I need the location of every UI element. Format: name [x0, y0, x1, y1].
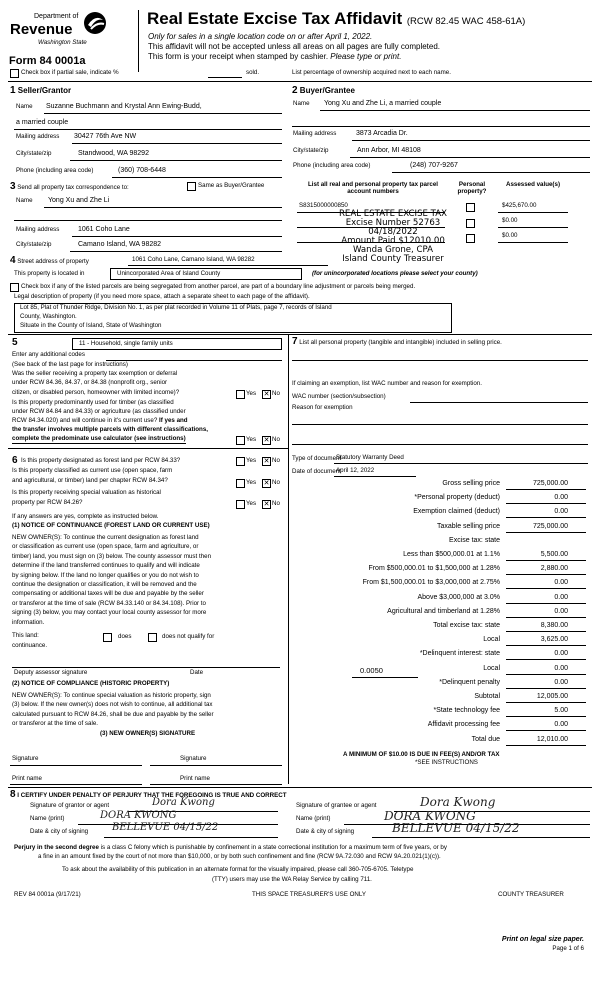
personal-col-header: Personal property?	[457, 181, 487, 195]
q-forest: Is this property designated as forest land per RCW 84.33?	[21, 457, 181, 464]
notice1-line: or transferor at the time of sale (RCW 84.33.140 or 84.34.108). Prior to	[12, 599, 206, 607]
located-note: (for unincorporated locations please select your county)	[312, 270, 478, 277]
timber-yes-checkbox[interactable]	[236, 436, 245, 445]
section7-num: 7	[292, 336, 298, 347]
tax-row-line	[506, 489, 586, 490]
buyer-name-label: Name	[293, 100, 310, 107]
note3-italic: Please type or print.	[330, 52, 402, 61]
treasurer-use-label: THIS SPACE TREASURER'S USE ONLY	[252, 891, 366, 898]
section8-num: 8	[10, 789, 16, 800]
seller-heading-text: Seller/Grantor	[17, 86, 72, 95]
divider	[8, 334, 592, 335]
deputy-signature-line[interactable]	[12, 667, 280, 668]
if-yes-note: If any answers are yes, complete as instructed below.	[12, 513, 159, 520]
print-name-label: Print name	[180, 775, 210, 782]
partial-sale-checkbox[interactable]	[10, 69, 19, 78]
does-label: does	[118, 633, 132, 640]
tax-row-label: *Delinquent interest: state	[419, 650, 500, 658]
land-use-code-select[interactable]	[72, 338, 282, 350]
perjury-line-2: a fine in an amount fixed by the court of not more than $10,000, or by both such confinement and fine (RCW 9A.72.030 and RCW 9A.20.021(1)(c)).	[38, 853, 441, 860]
this-land-label: This land:	[12, 632, 39, 639]
tax-row-line	[506, 603, 586, 604]
grantor-sig-label: Signature of grantor or agent	[30, 802, 110, 809]
yes-label: Yes	[246, 479, 257, 486]
legal-label: Legal description of property (if you need more space, attach a separate sheet to each page of the affidavit).	[14, 293, 310, 300]
grantor-name-print[interactable]: DORA KWONG	[100, 810, 177, 821]
tax-row-value[interactable]: 725,000.00	[532, 480, 568, 487]
assessed-value-2[interactable]: $0.00	[502, 217, 518, 224]
tax-row-label: Exemption claimed (deduct)	[413, 508, 500, 516]
tax-row-label: From $1,500,000.01 to $3,000,000 at 2.75%	[362, 579, 500, 587]
deputy-label: Deputy assessor signature	[14, 669, 88, 676]
buyer-mailing-field[interactable]: 3873 Arcadia Dr.	[356, 130, 408, 137]
divider	[8, 448, 288, 449]
notice2-line: calculated pursuant to RCW 84.26, shall be due and payable by the seller	[12, 710, 214, 718]
additional-codes-line[interactable]	[106, 360, 282, 361]
tax-row-value[interactable]: 0.00	[554, 494, 568, 502]
tax-row-value[interactable]: 0.00	[554, 607, 568, 615]
location-value: Unincorporated Area of Island County	[117, 270, 221, 277]
parcel-col-header: List all real and personal property tax parcel account numbers	[308, 181, 438, 195]
grantee-sig-label: Signature of grantee or agent	[296, 802, 377, 809]
assessed-col-header: Assessed value(s)	[506, 181, 560, 188]
seller-city-field[interactable]: Standwood, WA 98292	[78, 150, 149, 157]
wac-label: WAC number (section/subsection)	[292, 393, 386, 400]
reason-line-1[interactable]	[292, 424, 588, 425]
grantee-date-city[interactable]: BELLEVUE 04/15/22	[392, 821, 520, 835]
tax-row-label: *Personal property (deduct)	[414, 494, 500, 502]
notice1-line: NEW OWNER(S): To continue the current designation as forest land	[12, 534, 199, 541]
doc-type-label: Type of document	[292, 455, 342, 462]
yes-label: Yes	[246, 457, 257, 464]
seller-heading	[10, 85, 71, 96]
section3-mailing-label: Mailing address	[16, 226, 60, 233]
buyer-phone-field[interactable]: (248) 707-9267	[410, 162, 458, 169]
tax-row-line	[506, 702, 586, 703]
logo-revenue-text: Revenue	[10, 21, 73, 38]
doc-type-field[interactable]: Statutory Warranty Deed	[336, 454, 404, 461]
title-text: Real Estate Excise Tax Affidavit	[147, 9, 403, 28]
tax-row-label: Gross selling price	[442, 480, 500, 487]
q-current-use-2: and agricultural, or timber) land per chapter RCW 84.34?	[12, 477, 168, 484]
buyer-num: 2	[292, 85, 298, 96]
does-not-qualify-checkbox[interactable]	[148, 633, 157, 642]
street-address-line	[128, 265, 328, 266]
notice2-text	[12, 691, 214, 729]
tax-row-line	[506, 730, 586, 731]
sold-label: sold.	[246, 69, 260, 76]
personal-property-checkbox-2[interactable]	[466, 219, 475, 228]
q-exemption-3: citizen, or disabled person, homeowner with limited income)?	[12, 389, 180, 396]
grantor-date-label: Date & city of signing	[30, 828, 89, 835]
buyer-city-label: City/state/zip	[293, 147, 329, 154]
personal-property-checkbox-1[interactable]	[466, 203, 475, 212]
seller-name-line	[44, 113, 282, 114]
notice1-line: determine if the land transferred continues to qualify and will indicate	[12, 562, 200, 570]
tax-row-line	[506, 716, 586, 717]
tax-row-value[interactable]: 5.00	[554, 707, 568, 715]
page-number: Page 1 of 6	[552, 945, 584, 952]
buyer-city-line	[350, 157, 590, 158]
section3-num: 3	[10, 181, 16, 192]
tax-row-value[interactable]: 2,880.00	[540, 565, 568, 573]
signature-label: Signature	[180, 755, 207, 762]
notice1-line: information.	[12, 618, 45, 626]
notice1-text	[12, 533, 211, 627]
tax-row-value[interactable]: 0.00	[554, 650, 568, 658]
tax-row-label: *State technology fee	[433, 707, 500, 715]
section7-heading	[292, 336, 588, 347]
tax-row-label: *Delinquent penalty	[439, 678, 500, 686]
section3-city-line	[70, 251, 282, 252]
q-exemption-1: Was the seller receiving a property tax exemption or deferral	[12, 370, 178, 377]
divider	[8, 787, 592, 788]
no-label: No	[272, 457, 280, 464]
forest-no-checkbox[interactable]: ✕	[263, 458, 270, 465]
buyer-phone-line	[392, 172, 590, 173]
reason-label: Reason for exemption	[292, 404, 353, 411]
seller-mailing-field[interactable]: 30427 76th Ave NW	[74, 133, 137, 140]
tax-row-label: Total due	[471, 735, 500, 743]
q-historic-1: Is this property receiving special valuation as historical	[12, 489, 161, 496]
historic-yes-checkbox[interactable]	[236, 500, 245, 509]
assessed-value-3[interactable]: $0.00	[502, 232, 518, 239]
local-rate-line	[352, 677, 418, 678]
buyer-name-field[interactable]: Yong Xu and Zhe Li, a married couple	[324, 100, 442, 107]
assessed-value-1[interactable]: $425,670.00	[502, 202, 537, 209]
county-treasurer-label: COUNTY TREASURER	[498, 891, 564, 898]
tax-row-value[interactable]: 0.00	[554, 721, 568, 729]
tax-row-value[interactable]: 725,000.00	[532, 522, 568, 530]
section5-num: 5	[12, 337, 18, 348]
grantee-date-label: Date & city of signing	[296, 828, 355, 835]
segregated-label: Check box if any of the listed parcels are being segregated from another parcel, are part of a boundary line adjustment or parcels being merged.	[21, 283, 416, 290]
tax-row-line	[506, 688, 586, 689]
list-pct-label: List percentage of ownership acquired next to each name.	[292, 69, 451, 76]
q-timber-5: complete the predominate use calculator (see instructions)	[12, 435, 186, 442]
tax-row-value[interactable]: 3,625.00	[540, 636, 568, 644]
tax-row-label: Above $3,000,000 at 3.0%	[417, 593, 500, 601]
tax-row-line	[506, 503, 586, 504]
legal-paper-note: Print on legal size paper.	[501, 936, 584, 943]
buyer-name-line-2	[292, 126, 590, 127]
q-timber-4: the transfer involves multiple parcels with different classifications,	[12, 426, 208, 433]
seller-name-line-2	[14, 129, 282, 130]
continuance-label: continuance.	[12, 642, 48, 649]
tax-row-line	[506, 560, 586, 561]
seller-num: 1	[10, 85, 16, 96]
tax-row-line	[506, 617, 586, 618]
no-label: No	[272, 390, 280, 397]
tax-row-line	[506, 659, 586, 660]
seller-mailing-line	[72, 143, 282, 144]
tax-row-line	[506, 517, 586, 518]
section4-num: 4	[10, 255, 16, 266]
buyer-heading	[292, 85, 355, 96]
owner-signature-line-2[interactable]	[150, 765, 282, 766]
header-divider	[138, 10, 139, 72]
seller-phone-label: Phone (including area code)	[16, 167, 94, 174]
seller-city-label: City/state/zip	[16, 150, 52, 157]
section3-heading	[10, 181, 129, 192]
see-instructions-label: (See back of the last page for instructions)	[12, 361, 128, 368]
assessed-line-1	[498, 212, 568, 213]
section3-city-field[interactable]: Camano Island, WA 98282	[78, 241, 162, 248]
q-timber-1: Is this property predominantly used for timber (as classified	[12, 399, 174, 406]
tax-row-label: Agricultural and timberland at 1.28%	[387, 607, 500, 615]
header-note-2: This affidavit will not be accepted unless all areas on all pages are fully completed.	[148, 42, 441, 51]
print-name-label: Print name	[12, 775, 42, 782]
seller-city-line	[70, 160, 282, 161]
yes-label: Yes	[246, 500, 257, 507]
tax-row-value[interactable]: 0.00	[554, 664, 568, 672]
section8-heading	[10, 789, 286, 800]
tax-row-value[interactable]: 8,380.00	[540, 622, 568, 629]
header-note-3	[148, 53, 401, 62]
legal-line-1: Lot 85, Plat of Thunder Ridge, Division No. 1, as per plat recorded in Volume 11 of Plats, page 7, records of Island	[20, 304, 332, 311]
notice3-title: (3) NEW OWNER(S) SIGNATURE	[100, 730, 196, 737]
section4-label: Street address of property	[17, 258, 89, 265]
seller-mailing-label: Mailing address	[16, 133, 60, 140]
partial-sale-label: Check box if partial sale, indicate %	[21, 69, 119, 76]
buyer-mailing-label: Mailing address	[293, 130, 337, 137]
doc-date-label: Date of document	[292, 468, 341, 475]
notice2-line: or transferor at the time of sale.	[12, 720, 98, 728]
header-note-1: Only for sales in a single location code on or after April 1, 2022.	[148, 32, 373, 41]
assessed-line-2	[498, 227, 568, 228]
notice1-line: compensating or additional taxes will be due and payable by the seller	[12, 590, 204, 598]
logo-state-text: Washington State	[38, 39, 87, 46]
notice1-line: by signing below. If the land no longer qualifies or you do not wish to	[12, 571, 199, 579]
same-as-buyer-checkbox[interactable]	[187, 182, 196, 191]
tax-row-value[interactable]: 5,500.00	[540, 551, 568, 558]
notice1-line: signing (3) below, you may contact your local county assessor for more	[12, 609, 207, 617]
swoosh-icon	[82, 10, 108, 36]
legal-line-3: Situate in the County of Island, State of Washington	[20, 322, 162, 329]
yes-label: Yes	[246, 390, 257, 397]
seller-phone-field[interactable]: (360) 708-6448	[118, 167, 166, 174]
historic-no-checkbox[interactable]: ✕	[263, 501, 270, 508]
buyer-mailing-line	[352, 140, 590, 141]
q-timber-3	[12, 418, 188, 425]
perjury-bold: Perjury in the second degree	[14, 844, 99, 851]
tax-row-label: Local	[483, 636, 500, 644]
revenue-logo	[8, 10, 132, 54]
section3-name-field[interactable]: Yong Xu and Zhe Li	[48, 197, 110, 204]
alt-format-line: To ask about the availability of this publication in an alternate format for the visually impaired, please call 360-705-6705. Teletype	[62, 866, 414, 873]
tax-row-label: Excise tax: state	[449, 536, 500, 544]
tax-row-value[interactable]: 0.00	[554, 508, 568, 516]
no-label: No	[272, 479, 280, 486]
wac-line[interactable]	[410, 402, 588, 403]
tax-row-label: Local	[483, 664, 500, 672]
doc-date-field[interactable]: April 12, 2022	[336, 467, 375, 474]
section3-mailing-field[interactable]: 1061 Coho Lane	[78, 226, 130, 233]
reason-line-2[interactable]	[292, 444, 588, 445]
q-historic-2: property per RCW 84.26?	[12, 499, 83, 506]
location-select[interactable]	[110, 268, 302, 280]
divider	[8, 81, 592, 82]
see-instructions-note: *SEE INSTRUCTIONS	[415, 759, 478, 766]
tax-row-line	[506, 574, 586, 575]
owner-signature-line-1[interactable]	[10, 765, 142, 766]
timber-no-checkbox[interactable]: ✕	[263, 437, 270, 444]
exemption-yes-checkbox[interactable]	[236, 390, 245, 399]
exemption-claim-label: If claiming an exemption, list WAC number and reason for exemption.	[292, 380, 482, 387]
same-as-buyer-label: Same as Buyer/Grantee	[198, 182, 265, 189]
tax-row-line	[506, 532, 586, 533]
personal-property-line[interactable]	[292, 360, 588, 361]
tax-row-value[interactable]: 0.00	[554, 579, 568, 587]
personal-property-checkbox-3[interactable]	[466, 234, 475, 243]
seller-name-field[interactable]: Suzanne Buchmann and Krystal Ann Ewing-Budd,	[46, 103, 202, 110]
buyer-city-field[interactable]: Ann Arbor, MI 48108	[357, 147, 421, 154]
land-use-code-value: 11 - Household, single family units	[79, 340, 173, 347]
yes-label: Yes	[246, 436, 257, 443]
grantee-date-line	[372, 837, 590, 838]
grantor-signature[interactable]: Dora Kwong	[152, 797, 215, 808]
perjury-text-1: is a class C felony which is punishable by confinement in a state correctional institution for a maximum term of five years, or by	[98, 844, 447, 851]
deputy-date-label: Date	[190, 669, 204, 676]
tax-row-label: Less than $500,000.01 at 1.1%	[403, 551, 500, 558]
tax-row-line	[506, 645, 586, 646]
page-title	[147, 10, 525, 29]
column-divider	[288, 334, 289, 784]
q-timber-3-bold: If yes and	[159, 417, 188, 424]
local-rate-field[interactable]: 0.0050	[360, 666, 383, 675]
tax-row-line	[506, 631, 586, 632]
tax-row-value[interactable]: 0.00	[554, 678, 568, 686]
notice1-line: or classification as current use (open space, farm and agriculture, or	[12, 543, 199, 551]
perjury-line-1	[14, 845, 447, 852]
no-label: No	[272, 500, 280, 507]
logo-dept-text: Department of	[34, 13, 79, 20]
grantee-name-label: Name (print)	[296, 815, 331, 822]
notice2-title: (2) NOTICE OF COMPLIANCE (HISTORIC PROPERTY)	[12, 680, 170, 687]
additional-codes-label: Enter any additional codes	[12, 351, 85, 358]
q-current-use-1: Is this property classified as current use (open space, farm	[12, 467, 173, 474]
section3-name-line	[44, 207, 282, 208]
revision-code: REV 84 0001a (9/17/21)	[14, 891, 81, 898]
section3-name-line-2	[14, 220, 282, 221]
treasurer-stamp	[330, 210, 456, 264]
seller-name-field-2[interactable]: a married couple	[16, 119, 69, 126]
owner-print-line-1[interactable]	[10, 784, 142, 785]
seller-phone-line	[112, 177, 282, 178]
buyer-name-line	[320, 110, 590, 111]
note3-text: This form is your receipt when stamped by cashier.	[148, 52, 331, 61]
tax-row-label: Affidavit processing fee	[427, 721, 500, 729]
section4-heading	[10, 255, 89, 266]
section3-name-label: Name	[16, 197, 33, 204]
min-fee-note: A MINIMUM OF $10.00 IS DUE IN FEE(S) AND/OR TAX	[343, 751, 500, 758]
tty-line: (TTY) users may use the WA Relay Service by calling 711.	[212, 876, 372, 883]
notice1-line: continue the designation or classification, it will be removed and the	[12, 581, 197, 589]
street-address-field[interactable]: 1061 Coho Lane, Camano Island, WA 98282	[132, 256, 255, 263]
parcel-number-1[interactable]: S8315000000850	[299, 202, 348, 209]
q-exemption-2: under RCW 84.36, 84.37, or 84.38 (nonprofit org., senior	[12, 379, 168, 386]
legal-description-box[interactable]	[14, 303, 452, 333]
stamp-line-3: 04/18/2022	[368, 227, 418, 238]
current-use-yes-checkbox[interactable]	[236, 479, 245, 488]
grantee-name-print[interactable]: DORA KWONG	[384, 809, 476, 823]
stamp-line-5: Wanda Grone, CPA	[352, 245, 434, 256]
legal-line-2: County, Washington.	[20, 313, 77, 320]
section7-text: List all personal property (tangible and intangible) included in selling price.	[299, 339, 502, 346]
signature-label: Signature	[12, 755, 39, 762]
section8-title: I CERTIFY UNDER PENALTY OF PERJURY THAT THE FOREGOING IS TRUE AND CORRECT	[17, 792, 287, 799]
current-use-no-checkbox[interactable]: ✕	[263, 480, 270, 487]
tax-row-label: Subtotal	[474, 693, 500, 700]
seller-name-label: Name	[16, 103, 33, 110]
stamp-line-1: REAL ESTATE EXCISE TAX	[338, 209, 448, 219]
notice1-line: timber) land, you must sign on (3) below. The county assessor must then	[12, 552, 212, 560]
tax-row-line	[506, 674, 586, 675]
buyer-heading-text: Buyer/Grantee	[299, 86, 355, 95]
doc-date-line	[334, 476, 416, 477]
grantor-name-label: Name (print)	[30, 815, 65, 822]
q-timber-2: under RCW 84.84 and 84.33) or agriculture (as classified under	[12, 408, 186, 415]
located-label: This property is located in	[14, 270, 85, 277]
notice2-line: NEW OWNER(S): To continue special valuation as historic property, sign	[12, 692, 211, 699]
does-not-label: does not qualify for	[162, 633, 215, 640]
tax-row-value[interactable]: 0.00	[554, 593, 568, 601]
partial-pct-line[interactable]	[208, 77, 242, 78]
does-qualify-checkbox[interactable]	[103, 633, 112, 642]
tax-row-line	[506, 588, 586, 589]
tax-row-value[interactable]: 12,010.00	[536, 735, 568, 743]
tax-row-line	[506, 745, 586, 746]
tax-row-label: Total excise tax: state	[433, 622, 500, 629]
section3-city-label: City/state/zip	[16, 241, 52, 248]
owner-print-line-2[interactable]	[150, 784, 282, 785]
grantee-signature[interactable]: Dora Kwong	[420, 795, 496, 809]
grantor-date-city[interactable]: BELLEVUE 04/15/22	[112, 822, 219, 833]
notice1-title: (1) NOTICE OF CONTINUANCE (FOREST LAND OR CURRENT USE)	[12, 522, 210, 529]
section3-mailing-line	[72, 236, 282, 237]
buyer-phone-label: Phone (including area code)	[293, 162, 371, 169]
doc-type-line	[334, 463, 588, 464]
title-statute: (RCW 82.45 WAC 458-61A)	[406, 16, 526, 27]
stamp-line-4: Amount Paid $12010.00	[341, 236, 445, 247]
tax-row-label: Taxable selling price	[436, 522, 500, 530]
no-label: No	[272, 436, 280, 443]
q-timber-3-text: RCW 84.34.020) and will continue in it's current use?	[12, 417, 158, 424]
stamp-line-6: Island County Treasurer	[342, 254, 444, 265]
forest-yes-checkbox[interactable]	[236, 457, 245, 466]
form-number: Form 84 0001a	[9, 55, 86, 67]
section3-text: Send all property tax correspondence to:	[17, 184, 129, 191]
notice2-line: (3) below. If the new owner(s) does not wish to continue, all additional tax	[12, 701, 213, 709]
tax-row-label: From $500,000.01 to $1,500,000 at 1.28%	[368, 565, 500, 573]
section6-num: 6	[12, 455, 18, 466]
exemption-no-checkbox[interactable]: ✕	[263, 391, 270, 398]
stamp-line-2: Excise Number 52763	[345, 218, 441, 229]
grantor-date-line	[104, 837, 278, 838]
assessed-line-3	[498, 242, 568, 243]
tax-row-value[interactable]: 12,005.00	[536, 693, 568, 700]
segregated-checkbox[interactable]	[10, 283, 19, 292]
